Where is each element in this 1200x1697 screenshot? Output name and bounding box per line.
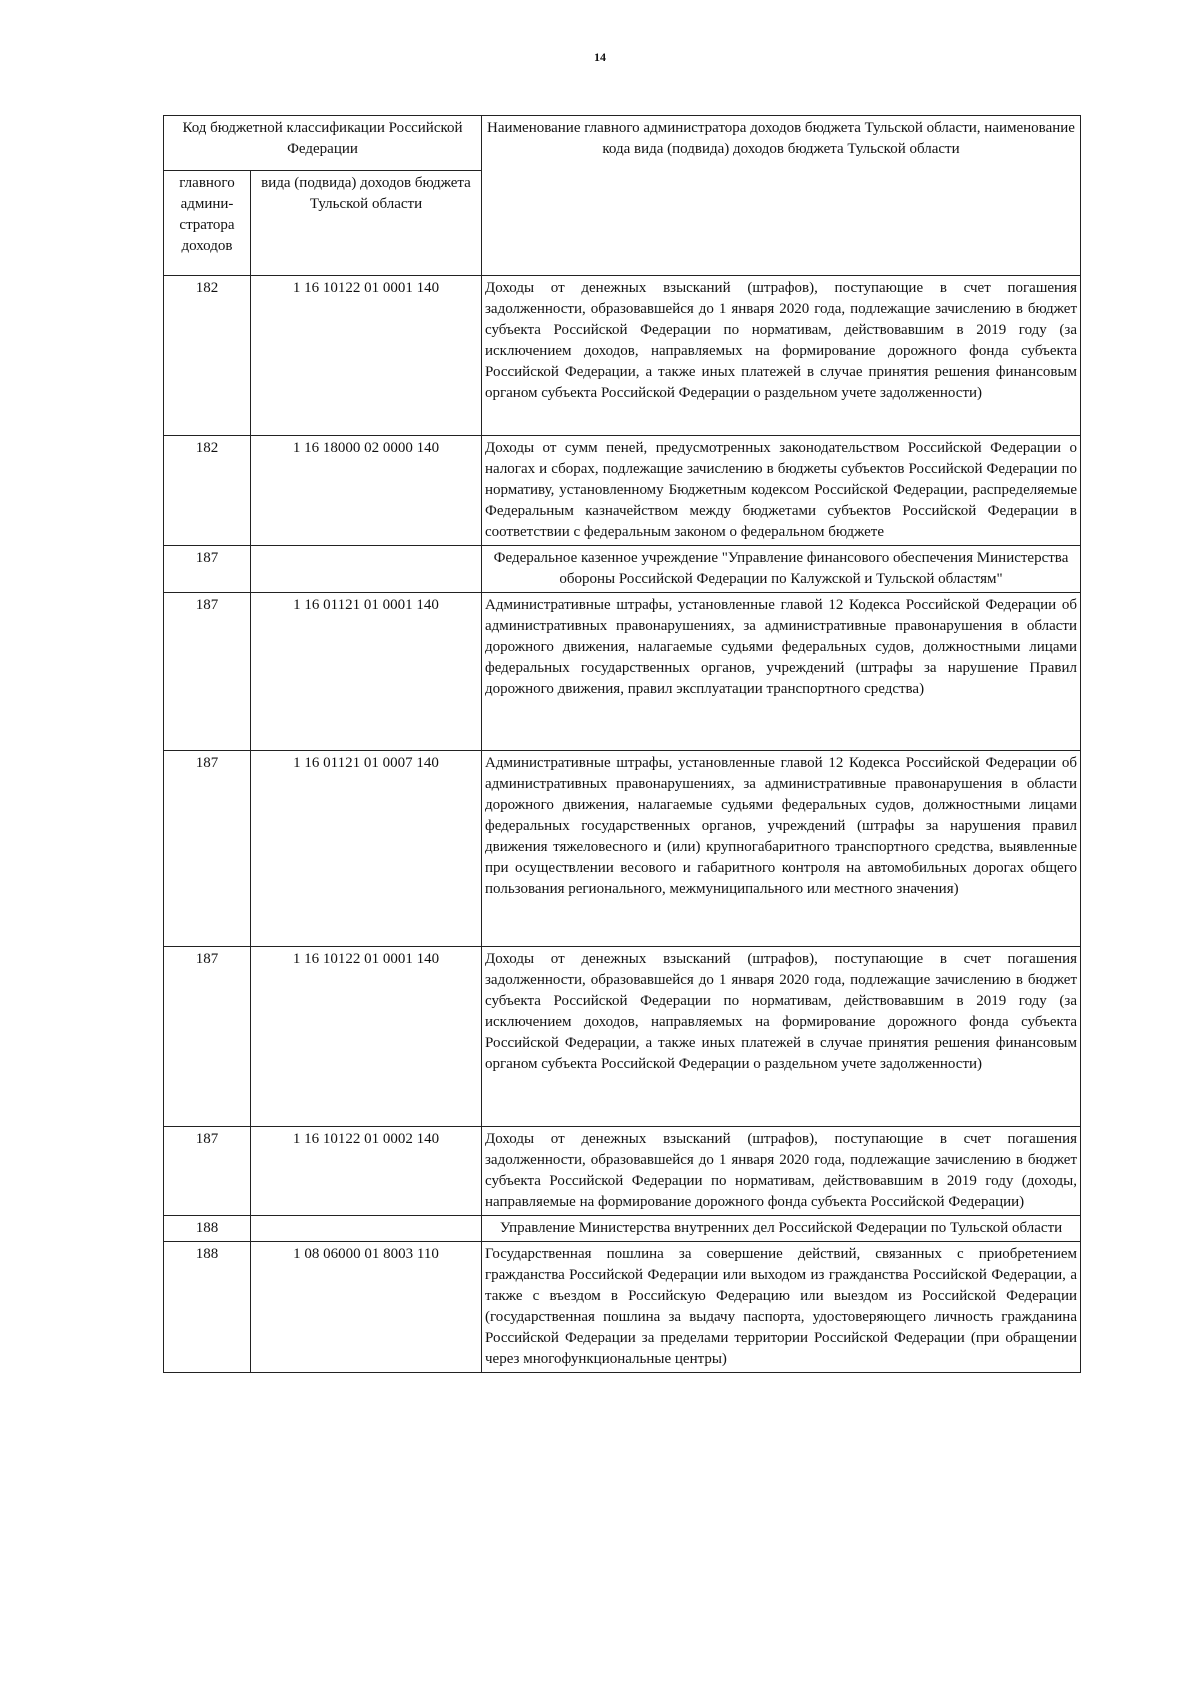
page-number: 14	[594, 50, 606, 64]
revenue-code-cell: 1 16 01121 01 0007 140	[251, 751, 482, 947]
description-cell: Доходы от денежных взысканий (штрафов), поступающие в счет погашения задолженности, образовавшейся до 1 января 2020 года, подлежащие зачислению в бюджет субъекта Российской Федерации по нормативам, действовавшим в 2019 году (за исключением доходов, направляемых на формирование дорожного фонда субъекта Российской Федерации, а также иных платежей в случае принятия решения финансовым органом субъекта Российской Федерации о раздельном учете задолженности)	[482, 947, 1081, 1127]
revenue-code-cell: 1 16 10122 01 0001 140	[251, 947, 482, 1127]
table-row	[164, 593, 1081, 751]
description-cell: Доходы от денежных взысканий (штрафов), поступающие в счет погашения задолженности, образовавшейся до 1 января 2020 года, подлежащие зачислению в бюджет субъекта Российской Федерации по нормативам, действовавшим в 2019 году (доходы, направляемые на формирование дорожного фонда субъекта Российской Федерации)	[482, 1127, 1081, 1216]
admin-code-cell: 188	[164, 1242, 251, 1373]
revenue-code-cell: 1 16 10122 01 0001 140	[251, 276, 482, 436]
organization-name-cell: Управление Министерства внутренних дел Российской Федерации по Тульской области	[482, 1216, 1081, 1242]
description-cell: Доходы от сумм пеней, предусмотренных законодательством Российской Федерации о налогах и сборах, подлежащие зачислению в бюджеты субъектов Российской Федерации по нормативу, установленному Бюджетным кодексом Российской Федерации, распределяемые Федеральным казначейством между бюджетами субъектов Российской Федерации в соответствии с федеральным законом о федеральном бюджете	[482, 436, 1081, 546]
revenue-code-cell: 1 08 06000 01 8003 110	[251, 1242, 482, 1373]
description-cell: Административные штрафы, установленные главой 12 Кодекса Российской Федерации об административных правонарушениях, за административные правонарушения в области дорожного движения, налагаемые судьями федеральных судов, должностными лицами федеральных государственных органов, учреждений (штрафы за нарушение Правил дорожного движения, правил эксплуатации транспортного средства)	[482, 593, 1081, 751]
table-row	[164, 276, 1081, 436]
description-cell: Административные штрафы, установленные главой 12 Кодекса Российской Федерации об административных правонарушениях, за административные правонарушения в области дорожного движения, налагаемые судьями федеральных судов, должностными лицами федеральных государственных органов, учреждений (штрафы за нарушения правил движения тяжеловесного и (или) крупногабаритного транспортного средства, выявленные при осуществлении весового и габаритного контроля на автомобильных дорогах общего пользования регионального, межмуниципального или местного значения)	[482, 751, 1081, 947]
admin-code-cell: 188	[164, 1216, 251, 1242]
organization-name-cell: Федеральное казенное учреждение "Управление финансового обеспечения Министерства обороны Российской Федерации по Калужской и Тульской областям"	[482, 546, 1081, 593]
header-code-group: Код бюджетной классификации Российской Федерации	[164, 116, 482, 171]
revenue-code-cell	[251, 1216, 482, 1242]
revenue-code-cell: 1 16 18000 02 0000 140	[251, 436, 482, 546]
admin-code-cell: 187	[164, 947, 251, 1127]
admin-code-cell: 182	[164, 276, 251, 436]
admin-code-cell: 187	[164, 546, 251, 593]
revenue-code-cell: 1 16 10122 01 0002 140	[251, 1127, 482, 1216]
header-type-column: вида (подвида) доходов бюджета Тульской области	[251, 171, 482, 276]
revenue-code-cell	[251, 546, 482, 593]
description-cell: Государственная пошлина за совершение действий, связанных с приобретением гражданства Российской Федерации или выходом из гражданства Российской Федерации, а также с въездом в Российскую Федерацию или выездом из Российской Федерации (государственная пошлина за выдачу паспорта, удостоверяющего личность гражданина Российской Федерации за пределами территории Российской Федерации (при обращении через многофункциональные центры)	[482, 1242, 1081, 1373]
table-row	[164, 1127, 1081, 1216]
table-row	[164, 751, 1081, 947]
description-cell: Доходы от денежных взысканий (штрафов), поступающие в счет погашения задолженности, образовавшейся до 1 января 2020 года, подлежащие зачислению в бюджет субъекта Российской Федерации по нормативам, действовавшим в 2019 году (за исключением доходов, направляемых на формирование дорожного фонда субъекта Российской Федерации, а также иных платежей в случае принятия решения финансовым органом субъекта Российской Федерации о раздельном учете задолженности)	[482, 276, 1081, 436]
budget-classification-table	[163, 115, 1081, 1373]
admin-code-cell: 187	[164, 593, 251, 751]
table-row	[164, 436, 1081, 546]
header-admin-column: главного админи-стратора доходов	[164, 171, 251, 276]
admin-code-cell: 182	[164, 436, 251, 546]
table-row	[164, 546, 1081, 593]
admin-code-cell: 187	[164, 1127, 251, 1216]
table-row	[164, 1216, 1081, 1242]
revenue-code-cell: 1 16 01121 01 0001 140	[251, 593, 482, 751]
header-name-column: Наименование главного администратора доходов бюджета Тульской области, наименование кода вида (подвида) доходов бюджета Тульской области	[482, 116, 1081, 276]
admin-code-cell: 187	[164, 751, 251, 947]
table-row	[164, 947, 1081, 1127]
table-row	[164, 1242, 1081, 1373]
